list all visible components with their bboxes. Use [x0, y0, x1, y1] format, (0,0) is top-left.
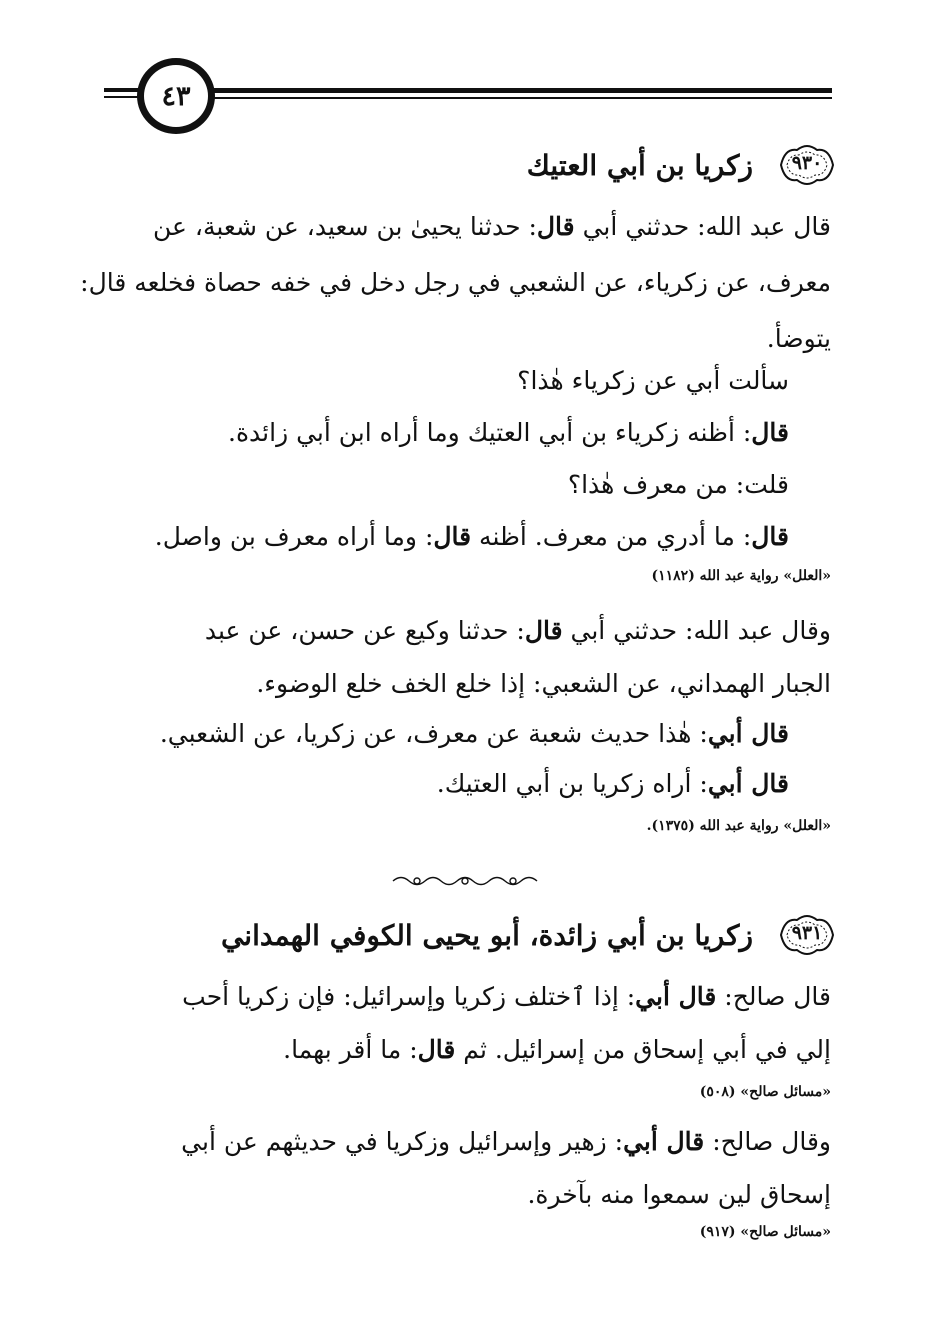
question-line: قلت: من معرف هٰذا؟: [567, 470, 789, 499]
entry-number: ٩٣١: [791, 922, 823, 944]
answer-line: قال أبي: أراه زكريا بن أبي العتيك.: [436, 769, 789, 798]
answer-line: قال: ما أدري من معرف. أظنه قال: وما أراه معرف بن واصل.: [154, 522, 789, 551]
page-number-badge: [137, 58, 215, 134]
separator-ornament-icon: [389, 872, 541, 890]
source-citation: «العلل» رواية عبد الله (١٣٧٥).: [646, 818, 831, 834]
paragraph-line: إسحاق لين سمعوا منه بآخرة.: [527, 1180, 831, 1209]
question-line: سألت أبي عن زكرياء هٰذا؟: [517, 366, 789, 395]
paragraph-line: إلي في أبي إسحاق من إسرائيل. ثم قال: ما أقر بهما.: [283, 1035, 831, 1064]
paragraph-line: وقال صالح: قال أبي: زهير وإسرائيل وزكريا في حديثهم عن أبي: [181, 1127, 831, 1156]
answer-line: قال: أظنه زكرياء بن أبي العتيك وما أراه ابن أبي زائدة.: [228, 418, 789, 447]
source-citation: «العلل» رواية عبد الله (١١٨٢): [651, 568, 831, 584]
entry-title: زكريا بن أبي زائدة، أبو يحيى الكوفي الهمداني: [220, 918, 753, 952]
source-citation: «مسائل صالح» (٩١٧): [699, 1224, 831, 1240]
source-citation: «مسائل صالح» (٥٠٨): [699, 1084, 831, 1100]
entry-number: ٩٣٠: [791, 152, 823, 174]
paragraph-line: معرف، عن زكرياء، عن الشعبي في رجل دخل في خفه حصاة فخلعه قال:: [80, 268, 831, 297]
answer-line: قال أبي: هٰذا حديث شعبة عن معرف، عن زكريا، عن الشعبي.: [159, 719, 789, 748]
paragraph-line: وقال عبد الله: حدثني أبي قال: حدثنا وكيع عن حسن، عن عبد: [204, 616, 831, 645]
entry-number-badge: [775, 910, 839, 960]
paragraph-line: قال صالح: قال أبي: إذا ٱختلف زكريا وإسرائيل: فإن زكريا أحب: [182, 982, 831, 1011]
header-rule-right-top: [208, 88, 832, 93]
entry-title: زكريا بن أبي العتيك: [526, 148, 753, 182]
paragraph-line: يتوضأ.: [766, 324, 831, 353]
paragraph-line: الجبار الهمداني، عن الشعبي: إذا خلع الخف خلع الوضوء.: [256, 669, 831, 698]
entry-heading: [221, 910, 839, 960]
paragraph-line: قال عبد الله: حدثني أبي قال: حدثنا يحيىٰ بن سعيد، عن شعبة، عن: [153, 212, 831, 241]
entry-number-badge: [775, 140, 839, 190]
entry-heading: [527, 140, 839, 190]
page-number: ٤٣: [161, 80, 191, 112]
header-rule-right-bottom: [208, 97, 832, 99]
